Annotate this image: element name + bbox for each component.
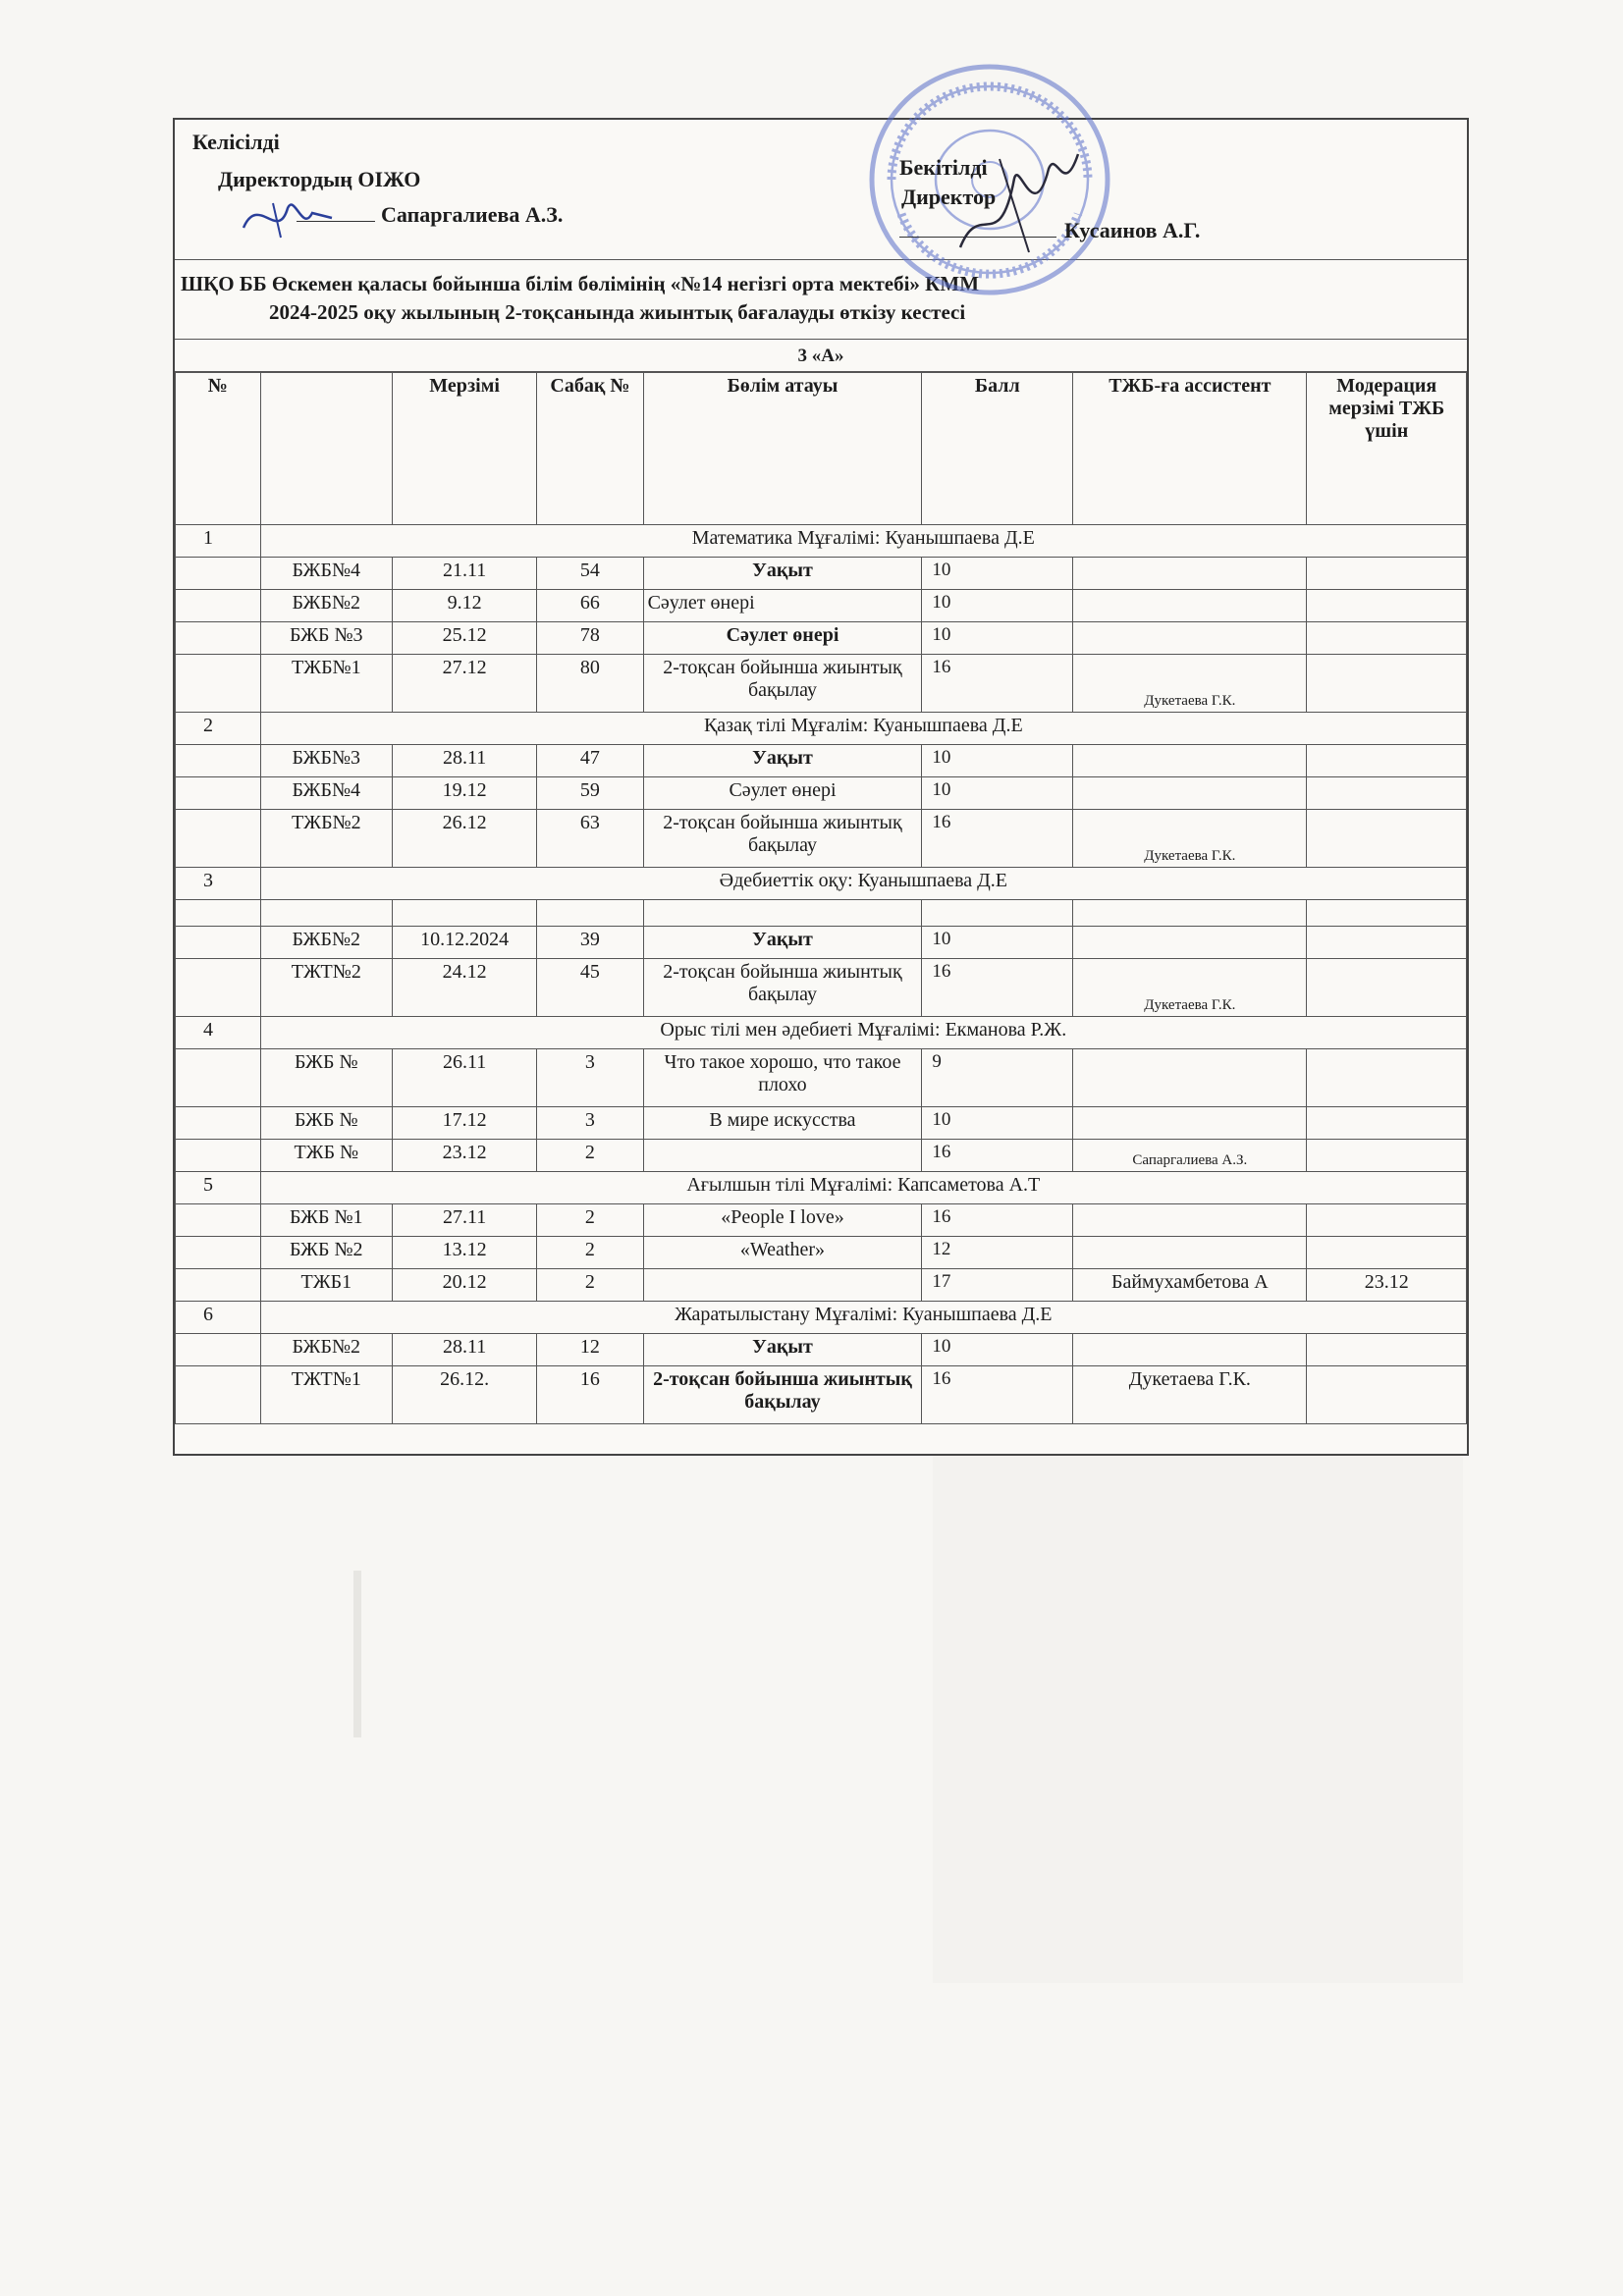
lesson-number: 2 xyxy=(537,1237,643,1269)
table-header-row xyxy=(176,373,1467,525)
table-row xyxy=(176,777,1467,810)
col-type xyxy=(260,373,392,525)
lesson-number: 12 xyxy=(537,1334,643,1366)
table-footer-space xyxy=(175,1424,1467,1454)
assistant-name: Дукетаева Г.К. xyxy=(1073,655,1307,713)
assessment-type: БЖБ№2 xyxy=(260,590,392,622)
empty-cell xyxy=(176,1237,261,1269)
section-name: «People I love» xyxy=(643,1204,922,1237)
table-row xyxy=(176,959,1467,1017)
assessment-type: ТЖБ№1 xyxy=(260,655,392,713)
assessment-date: 23.12 xyxy=(392,1140,536,1172)
table-row xyxy=(176,1237,1467,1269)
approved-position: Директор xyxy=(901,185,997,209)
subject-row xyxy=(176,1302,1467,1334)
score-value: 10 xyxy=(922,622,1073,655)
subject-row xyxy=(176,868,1467,900)
moderation-date xyxy=(1307,810,1467,868)
table-row xyxy=(176,745,1467,777)
table-row xyxy=(176,1107,1467,1140)
assistant-name xyxy=(1073,558,1307,590)
empty-cell xyxy=(176,1107,261,1140)
score-value: 16 xyxy=(922,1204,1073,1237)
table-row xyxy=(176,900,1467,927)
assessment-date: 24.12 xyxy=(392,959,536,1017)
score-value: 12 xyxy=(922,1237,1073,1269)
empty-cell xyxy=(176,1140,261,1172)
col-lesson: Сабақ № xyxy=(537,373,643,525)
table-row xyxy=(176,655,1467,713)
table-row xyxy=(176,1140,1467,1172)
table-row xyxy=(176,1269,1467,1302)
assessment-date: 20.12 xyxy=(392,1269,536,1302)
section-name: 2-тоқсан бойынша жиынтық бақылау xyxy=(643,959,922,1017)
assistant-name xyxy=(1073,927,1307,959)
assessment-date: 27.12 xyxy=(392,655,536,713)
lesson-number: 47 xyxy=(537,745,643,777)
assistant-name: Баймухамбетова А xyxy=(1073,1269,1307,1302)
section-name: Уақыт xyxy=(643,558,922,590)
assessment-date: 26.11 xyxy=(392,1049,536,1107)
lesson-number: 59 xyxy=(537,777,643,810)
empty-cell xyxy=(176,1334,261,1366)
moderation-date xyxy=(1307,655,1467,713)
schedule-sheet xyxy=(173,118,1469,1456)
assistant-name xyxy=(1073,590,1307,622)
section-name: Сәулет өнері xyxy=(643,777,922,810)
lesson-number xyxy=(537,900,643,927)
moderation-date xyxy=(1307,777,1467,810)
assessment-type: ТЖБ № xyxy=(260,1140,392,1172)
col-num: № xyxy=(176,373,261,525)
scan-smudge xyxy=(933,1453,1463,1983)
section-name: 2-тоқсан бойынша жиынтық бақылау xyxy=(643,1366,922,1424)
subject-number: 6 xyxy=(176,1302,261,1334)
assistant-name xyxy=(1073,1107,1307,1140)
assessment-type: БЖБ№2 xyxy=(260,1334,392,1366)
assessment-date: 10.12.2024 xyxy=(392,927,536,959)
assistant-name xyxy=(1073,900,1307,927)
empty-cell xyxy=(176,655,261,713)
empty-cell xyxy=(176,1269,261,1302)
score-value: 16 xyxy=(922,959,1073,1017)
section-name: Сәулет өнері xyxy=(643,622,922,655)
assessment-type xyxy=(260,900,392,927)
subject-title: Ағылшын тілі Мұғалімі: Капсаметова А.Т xyxy=(260,1172,1466,1204)
score-value: 10 xyxy=(922,927,1073,959)
score-value: 16 xyxy=(922,655,1073,713)
table-body xyxy=(176,525,1467,1424)
empty-cell xyxy=(176,590,261,622)
subject-row xyxy=(176,525,1467,558)
moderation-date xyxy=(1307,558,1467,590)
scan-smudge xyxy=(353,1571,361,1737)
subject-number: 5 xyxy=(176,1172,261,1204)
score-value: 16 xyxy=(922,1366,1073,1424)
assessment-type: БЖБ №2 xyxy=(260,1237,392,1269)
score-value: 10 xyxy=(922,1334,1073,1366)
section-name: В мире искусства xyxy=(643,1107,922,1140)
assessment-type: БЖБ № xyxy=(260,1107,392,1140)
assessment-date: 26.12 xyxy=(392,810,536,868)
score-value: 16 xyxy=(922,810,1073,868)
table-row xyxy=(176,1334,1467,1366)
lesson-number: 66 xyxy=(537,590,643,622)
subject-title: Қазақ тілі Мұғалім: Куанышпаева Д.Е xyxy=(260,713,1466,745)
agreed-position: Директордың ОІЖО xyxy=(218,167,421,191)
subject-title: Жаратылыстану Мұғалімі: Куанышпаева Д.Е xyxy=(260,1302,1466,1334)
assessment-date: 19.12 xyxy=(392,777,536,810)
agreed-name: Сапаргалиева А.З. xyxy=(381,202,564,227)
empty-cell xyxy=(176,1049,261,1107)
moderation-date xyxy=(1307,959,1467,1017)
score-value xyxy=(922,900,1073,927)
subject-row xyxy=(176,1172,1467,1204)
moderation-date xyxy=(1307,1366,1467,1424)
section-name xyxy=(643,1140,922,1172)
lesson-number: 78 xyxy=(537,622,643,655)
assessment-type: БЖБ№2 xyxy=(260,927,392,959)
col-score: Балл xyxy=(922,373,1073,525)
lesson-number: 54 xyxy=(537,558,643,590)
section-name: «Weather» xyxy=(643,1237,922,1269)
subject-row xyxy=(176,1017,1467,1049)
col-moderation: Модерация мерзімі ТЖБ үшін xyxy=(1307,373,1467,525)
assessment-date: 9.12 xyxy=(392,590,536,622)
section-name: Уақыт xyxy=(643,927,922,959)
subject-title: Орыс тілі мен әдебиеті Мұғалімі: Екманова Р.Ж. xyxy=(260,1017,1466,1049)
subject-number: 2 xyxy=(176,713,261,745)
empty-cell xyxy=(176,558,261,590)
assistant-name: Дукетаева Г.К. xyxy=(1073,810,1307,868)
assistant-name: Дукетаева Г.К. xyxy=(1073,959,1307,1017)
approved-name: Кусаинов А.Г. xyxy=(1064,218,1201,242)
lesson-number: 3 xyxy=(537,1049,643,1107)
table-row xyxy=(176,927,1467,959)
table-row xyxy=(176,622,1467,655)
score-value: 10 xyxy=(922,745,1073,777)
empty-cell xyxy=(176,900,261,927)
empty-cell xyxy=(176,959,261,1017)
assessment-type: БЖБ№3 xyxy=(260,745,392,777)
assessment-type: БЖБ №1 xyxy=(260,1204,392,1237)
assessment-type: ТЖБ№2 xyxy=(260,810,392,868)
subject-number: 1 xyxy=(176,525,261,558)
col-date: Мерзімі xyxy=(392,373,536,525)
assessment-date: 25.12 xyxy=(392,622,536,655)
assistant-name xyxy=(1073,622,1307,655)
approval-header xyxy=(175,120,1467,260)
assessment-date: 28.11 xyxy=(392,745,536,777)
assessment-date: 13.12 xyxy=(392,1237,536,1269)
empty-cell xyxy=(176,777,261,810)
score-value: 17 xyxy=(922,1269,1073,1302)
section-name: Уақыт xyxy=(643,1334,922,1366)
assessment-type: БЖБ№4 xyxy=(260,777,392,810)
table-row xyxy=(176,1204,1467,1237)
assistant-name: Дукетаева Г.К. xyxy=(1073,1366,1307,1424)
moderation-date xyxy=(1307,745,1467,777)
section-name xyxy=(643,900,922,927)
empty-cell xyxy=(176,622,261,655)
assistant-name xyxy=(1073,1049,1307,1107)
signature-line xyxy=(297,221,375,222)
col-section: Бөлім атауы xyxy=(643,373,922,525)
moderation-date xyxy=(1307,1204,1467,1237)
lesson-number: 2 xyxy=(537,1204,643,1237)
signature-line xyxy=(899,237,1056,238)
score-value: 10 xyxy=(922,558,1073,590)
assessment-date: 27.11 xyxy=(392,1204,536,1237)
class-label: 3 «А» xyxy=(175,340,1467,372)
table-row xyxy=(176,810,1467,868)
empty-cell xyxy=(176,927,261,959)
lesson-number: 2 xyxy=(537,1269,643,1302)
assessment-type: ТЖБ1 xyxy=(260,1269,392,1302)
score-value: 10 xyxy=(922,590,1073,622)
assessment-date: 17.12 xyxy=(392,1107,536,1140)
assessment-date: 26.12. xyxy=(392,1366,536,1424)
col-assistant: ТЖБ-ға ассистент xyxy=(1073,373,1307,525)
table-row xyxy=(176,1366,1467,1424)
agreed-label: Келісілді xyxy=(192,130,280,154)
assistant-name xyxy=(1073,1204,1307,1237)
lesson-number: 63 xyxy=(537,810,643,868)
subject-number: 4 xyxy=(176,1017,261,1049)
agreed-name-line xyxy=(297,202,563,228)
score-value: 10 xyxy=(922,1107,1073,1140)
score-value: 16 xyxy=(922,1140,1073,1172)
assessment-date: 21.11 xyxy=(392,558,536,590)
assistant-name: Сапаргалиева А.З. xyxy=(1073,1140,1307,1172)
score-value: 9 xyxy=(922,1049,1073,1107)
score-value: 10 xyxy=(922,777,1073,810)
title-line-2: 2024-2025 оқу жылының 2-тоқсанында жиынтық бағалауды өткізу кестесі xyxy=(269,300,966,324)
empty-cell xyxy=(176,1366,261,1424)
assessment-date: 28.11 xyxy=(392,1334,536,1366)
assessment-type: ТЖТ№2 xyxy=(260,959,392,1017)
assistant-name xyxy=(1073,777,1307,810)
lesson-number: 45 xyxy=(537,959,643,1017)
approved-label: Бекітілді xyxy=(899,155,988,180)
subject-title: Математика Мұғалімі: Куанышпаева Д.Е xyxy=(260,525,1466,558)
assistant-name xyxy=(1073,745,1307,777)
empty-cell xyxy=(176,745,261,777)
section-name: 2-тоқсан бойынша жиынтық бақылау xyxy=(643,655,922,713)
moderation-date: 23.12 xyxy=(1307,1269,1467,1302)
assessment-type: БЖБ №3 xyxy=(260,622,392,655)
moderation-date xyxy=(1307,590,1467,622)
moderation-date xyxy=(1307,900,1467,927)
table-row xyxy=(176,590,1467,622)
section-name: Уақыт xyxy=(643,745,922,777)
table-row xyxy=(176,558,1467,590)
approved-name-line xyxy=(899,218,1200,243)
moderation-date xyxy=(1307,1334,1467,1366)
assessment-type: ТЖТ№1 xyxy=(260,1366,392,1424)
title-line-1: ШҚО ББ Өскемен қаласы бойынша білім бөлімінің «№14 негізгі орта мектебі» КММ xyxy=(181,272,980,295)
moderation-date xyxy=(1307,1140,1467,1172)
subject-number: 3 xyxy=(176,868,261,900)
assistant-name xyxy=(1073,1334,1307,1366)
assessment-table xyxy=(175,372,1467,1424)
moderation-date xyxy=(1307,622,1467,655)
subject-row xyxy=(176,713,1467,745)
moderation-date xyxy=(1307,1049,1467,1107)
section-name: Что такое хорошо, что такое плохо xyxy=(643,1049,922,1107)
table-row xyxy=(176,1049,1467,1107)
subject-title: Әдебиеттік оқу: Куанышпаева Д.Е xyxy=(260,868,1466,900)
section-name xyxy=(643,1269,922,1302)
lesson-number: 39 xyxy=(537,927,643,959)
section-name: 2-тоқсан бойынша жиынтық бақылау xyxy=(643,810,922,868)
empty-cell xyxy=(176,1204,261,1237)
empty-cell xyxy=(176,810,261,868)
moderation-date xyxy=(1307,927,1467,959)
lesson-number: 16 xyxy=(537,1366,643,1424)
lesson-number: 80 xyxy=(537,655,643,713)
moderation-date xyxy=(1307,1107,1467,1140)
document-title xyxy=(175,260,1467,340)
section-name: Сәулет өнері xyxy=(643,590,922,622)
lesson-number: 2 xyxy=(537,1140,643,1172)
lesson-number: 3 xyxy=(537,1107,643,1140)
assessment-type: БЖБ № xyxy=(260,1049,392,1107)
assistant-name xyxy=(1073,1237,1307,1269)
moderation-date xyxy=(1307,1237,1467,1269)
assessment-date xyxy=(392,900,536,927)
assessment-type: БЖБ№4 xyxy=(260,558,392,590)
